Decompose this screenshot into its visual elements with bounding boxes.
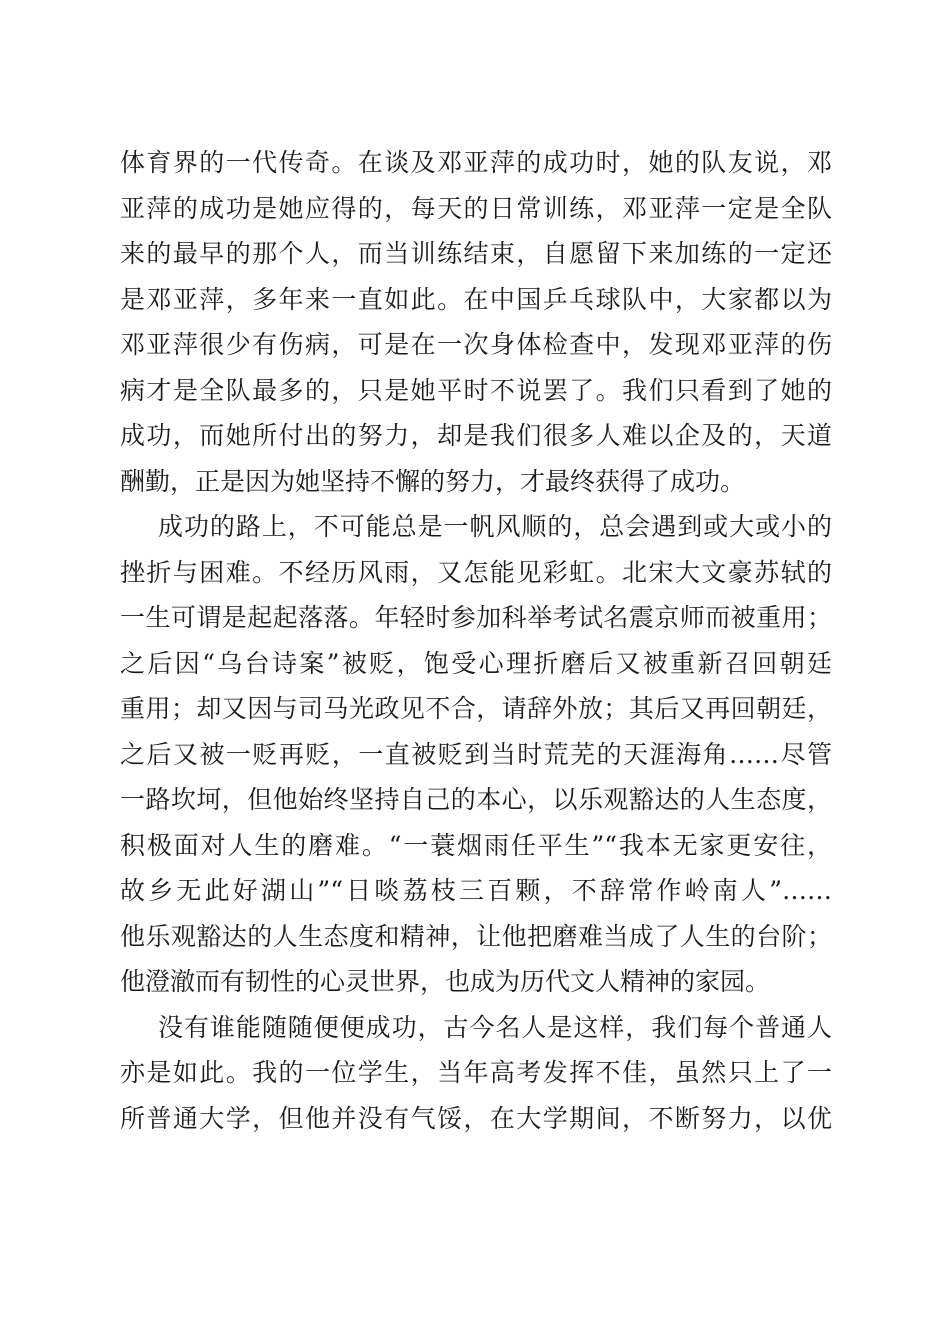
text-line: 来的最早的那个人，而当训练结束，自愿留下来加练的一定还 bbox=[120, 239, 832, 268]
text-line: 邓亚萍很少有伤病，可是在一次身体检查中，发现邓亚萍的伤 bbox=[120, 330, 832, 359]
text-line: 所普通大学，但他并没有气馁，在大学期间，不断努力，以优 bbox=[120, 1103, 832, 1133]
text-line: 之后因“乌台诗案”被贬，饱受心理折磨后又被重新召回朝廷 bbox=[120, 648, 832, 678]
text-line: 之后又被一贬再贬，一直被贬到当时荒芜的天涯海角……尽管 bbox=[120, 739, 832, 769]
text-line: 故乡无此好湖山”“日啖荔枝三百颗，不辞常作岭南人”…… bbox=[120, 876, 832, 905]
paragraph-1 bbox=[120, 140, 832, 504]
text-line: 一生可谓是起起落落。年轻时参加科举考试名震京师而被重用； bbox=[120, 603, 832, 632]
text-line: 挫折与困难。不经历风雨，又怎能见彩虹。北宋大文豪苏轼的 bbox=[120, 557, 832, 587]
text-line: 他乐观豁达的人生态度和精神，让他把磨难当成了人生的台阶； bbox=[120, 921, 832, 951]
text-line: 亦是如此。我的一位学生，当年高考发挥不佳，虽然只上了一 bbox=[120, 1058, 832, 1087]
text-line: 是邓亚萍，多年来一直如此。在中国乒乓球队中，大家都以为 bbox=[120, 284, 832, 314]
text-line: 一路坎坷，但他始终坚持自己的本心，以乐观豁达的人生态度， bbox=[120, 785, 832, 814]
text-line: 他澄澈而有韧性的心灵世界，也成为历代文人精神的家园。 bbox=[120, 967, 771, 996]
text-line: 成功，而她所付出的努力，却是我们很多人难以企及的，天道 bbox=[120, 421, 832, 450]
text-line: 成功的路上，不可能总是一帆风顺的，总会遇到或大或小的 bbox=[158, 512, 832, 541]
paragraph-3 bbox=[120, 1005, 832, 1142]
paragraph-2 bbox=[120, 504, 832, 1005]
text-line: 没有谁能随随便便成功，古今名人是这样，我们每个普通人 bbox=[158, 1012, 832, 1042]
text-line: 积极面对人生的磨难。“一蓑烟雨任平生”“我本无家更安往， bbox=[120, 830, 832, 860]
body-text bbox=[120, 140, 832, 1141]
text-line: 亚萍的成功是她应得的，每天的日常训练，邓亚萍一定是全队 bbox=[120, 193, 832, 223]
text-line: 体育界的一代传奇。在谈及邓亚萍的成功时，她的队友说，邓 bbox=[120, 148, 832, 177]
text-line: 酬勤，正是因为她坚持不懈的努力，才最终获得了成功。 bbox=[120, 466, 746, 496]
text-line: 病才是全队最多的，只是她平时不说罢了。我们只看到了她的 bbox=[120, 375, 832, 405]
text-line: 重用；却又因与司马光政见不合，请辞外放；其后又再回朝廷， bbox=[120, 694, 832, 723]
